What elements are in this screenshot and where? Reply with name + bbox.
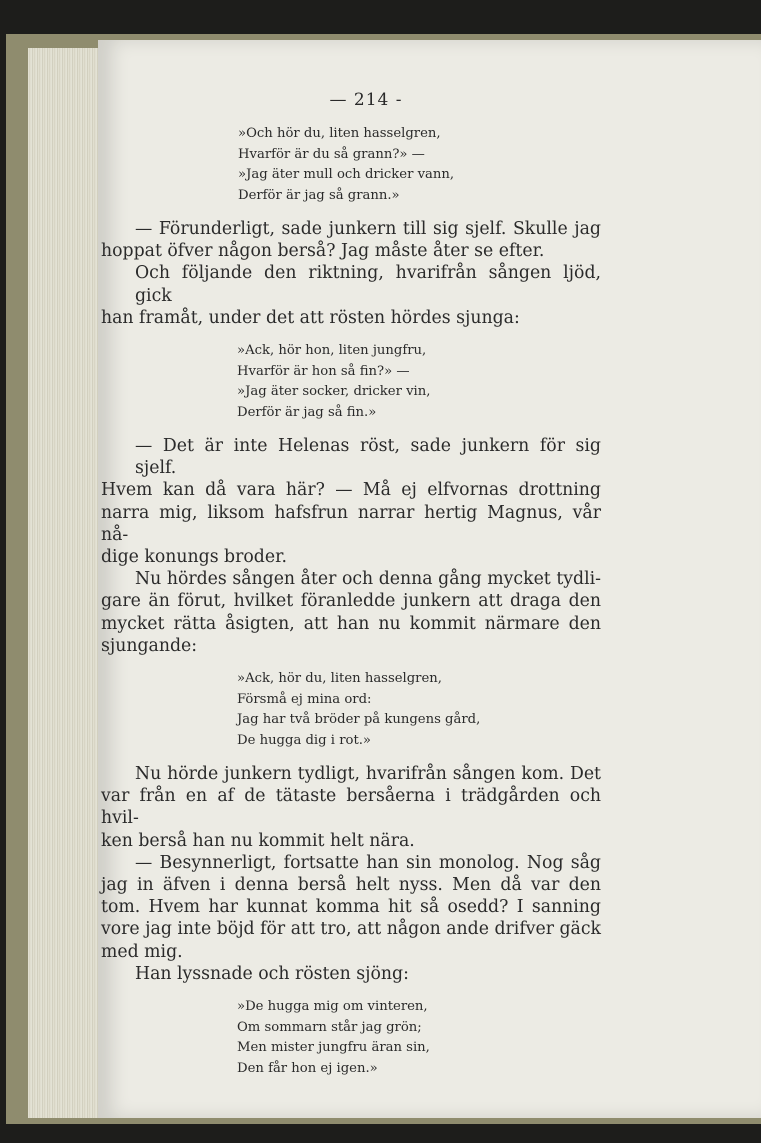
prose-line: tom. Hvem har kunnat komma hit så osedd? I sanning xyxy=(101,897,601,918)
verse-stanza xyxy=(237,341,601,423)
prose-line: var från en af de tätaste bersåerna i trädgården och hvil- xyxy=(101,786,601,829)
page-edges xyxy=(28,48,106,1118)
prose-line: Han lyssnade och rösten sjöng: xyxy=(135,963,409,984)
verse-line: Men mister jungfru äran sin, xyxy=(237,1040,430,1056)
prose-line: — Besynnerligt, fortsatte han sin monolog. Nog såg xyxy=(135,852,601,873)
verse-line: »Ack, hör du, liten hasselgren, xyxy=(237,671,442,687)
prose-paragraph xyxy=(101,218,601,329)
text-blocks xyxy=(101,124,601,1079)
verse-line: Hvarför är du så grann?» — xyxy=(238,146,425,162)
verse-stanza xyxy=(237,669,601,751)
prose-line: narra mig, liksom hafsfrun narrar hertig Magnus, vår nå- xyxy=(101,502,601,545)
verse-line: De hugga dig i rot.» xyxy=(237,732,371,748)
verse-line: »Jag äter mull och dricker vann, xyxy=(238,167,455,182)
prose-line: Nu hördes sången åter och denna gång mycket tydli- xyxy=(135,569,601,590)
prose-line: ken berså han nu kommit helt nära. xyxy=(101,830,415,851)
verse-stanza xyxy=(237,997,601,1079)
prose-line: med mig. xyxy=(101,941,183,962)
prose-line: Och följande den riktning, hvarifrån sången ljöd, gick xyxy=(135,263,601,306)
prose-line: mycket rätta åsigten, att han nu kommit närmare den xyxy=(101,613,601,634)
verse-line: Den får hon ej igen.» xyxy=(237,1060,378,1076)
prose-line: hoppat öfver någon berså? Jag måste åter se efter. xyxy=(101,241,545,262)
prose-line: gare än förut, hvilket föranledde junkern att draga den xyxy=(101,591,601,612)
prose-line: sjungande: xyxy=(101,635,198,656)
verse-line: »De hugga mig om vinteren, xyxy=(237,999,428,1015)
prose-paragraph xyxy=(101,763,601,985)
prose-line: dige konungs broder. xyxy=(101,547,287,568)
verse-line: Försmå ej mina ord: xyxy=(237,691,372,707)
prose-line: Hvem kan då vara här? — Må ej elfvornas drottning xyxy=(101,480,601,501)
verse-line: Jag har två bröder på kungens gård, xyxy=(237,712,481,728)
prose-line: — Förunderligt, sade junkern till sig sjelf. Skulle jag xyxy=(135,219,601,239)
verse-line: Om sommarn står jag grön; xyxy=(237,1019,422,1035)
prose-line: Nu hörde junkern tydligt, hvarifrån sången kom. Det xyxy=(135,764,601,785)
verse-line: »Ack, hör hon, liten jungfru, xyxy=(237,343,427,359)
verse-line: »Och hör du, liten hasselgren, xyxy=(238,126,441,141)
verse-line: Hvarför är hon så fin?» — xyxy=(237,363,410,379)
prose-line: han framåt, under det att rösten hördes sjunga: xyxy=(101,307,520,328)
prose-line: vore jag inte böjd för att tro, att någon ande drifver gäck xyxy=(101,919,601,940)
verse-stanza xyxy=(238,124,601,206)
verse-line: Derför är jag så fin.» xyxy=(237,404,377,420)
prose-line: — Det är inte Helenas röst, sade junkern för sig sjelf. xyxy=(135,436,601,479)
prose-line: jag in äfven i denna berså helt nyss. Men då var den xyxy=(101,875,601,896)
page-content xyxy=(101,90,601,1091)
verse-line: »Jag äter socker, dricker vin, xyxy=(237,384,431,400)
verse-line: Derför är jag så grann.» xyxy=(238,187,400,203)
page-number: — 214 - xyxy=(329,90,403,110)
prose-paragraph xyxy=(101,435,601,657)
